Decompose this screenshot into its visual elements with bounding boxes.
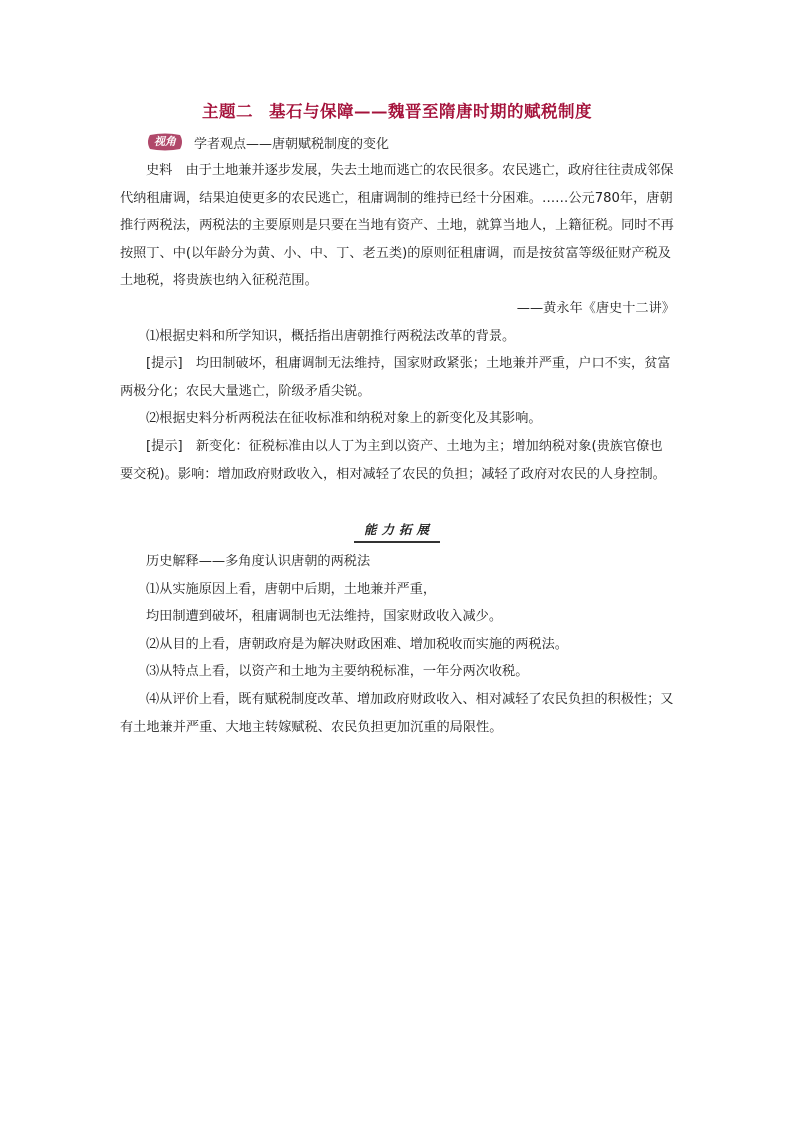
extension-title: 历史解释——多角度认识唐朝的两税法	[146, 554, 371, 569]
list-item: ⑷从评价上看，既有赋税制度改革、增加政府财政收入、相对减轻了农民负担的积极性；又有土地兼并严重、大地主转嫁赋税、农民负担更加沉重的局限性。	[120, 691, 674, 735]
section-heading	[0, 519, 794, 543]
perspective-label: 学者观点——唐朝赋税制度的变化	[194, 136, 390, 152]
perspective-badge	[146, 133, 184, 151]
source-citation: ——黄永年《唐史十二讲》	[516, 300, 675, 316]
badge-label: 视角	[154, 135, 176, 148]
title-subject: 基石与保障——魏晋至隋唐时期的赋税制度	[269, 102, 592, 121]
source-block	[120, 157, 675, 488]
title-topic: 主题二	[202, 102, 253, 121]
section-heading-text: 能力拓展	[354, 520, 440, 543]
page-title	[0, 98, 794, 122]
question-1: ⑴根据史料和所学知识，概括指出唐朝推行两税法改革的背景。	[146, 328, 516, 344]
source-paragraph: 史料 由于土地兼并逐步发展，失去土地而逃亡的农民很多。农民逃亡，政府往往责成邻保代纳租庸调，结果迫使更多的农民逃亡，租庸调制的维持已经十分困难。……公元780年，唐朝推行两税法，两税法的主要原则是只要在当地有资产、土地，就算当地人，上籍征税。同时不再按照丁、中(以年龄分为黄、小、中、丁、老五类)的原则征租庸调，而是按贫富等级征财产税及土地税，将贵族也纳入征税范围。	[120, 163, 674, 289]
question-2: ⑵根据史料分析两税法在征收标准和纳税对象上的新变化及其影响。	[146, 411, 542, 427]
answer-1: [提示] 均田制破坏，租庸调制无法维持，国家财政紧张；土地兼并严重，户口不实，贫富两极分化；农民大量逃亡，阶级矛盾尖锐。	[120, 356, 671, 399]
extension-block	[120, 548, 675, 741]
list-item: 均田制遭到破坏，租庸调制也无法维持，国家财政收入减少。	[146, 609, 503, 625]
answer-2: [提示] 新变化：征税标准由以人丁为主到以资产、土地为主；增加纳税对象(贵族官僚也要交税)。影响：增加政府财政收入，相对减轻了农民的负担；减轻了政府对农民的人身控制。	[120, 438, 666, 482]
list-item: ⑵从目的上看，唐朝政府是为解决财政困难、增加税收而实施的两税法。	[146, 636, 568, 652]
list-item: ⑴从实施原因上看，唐朝中后期，土地兼并严重，	[146, 581, 437, 597]
list-item: ⑶从特点上看，以资产和土地为主要纳税标准，一年分两次收税。	[146, 664, 529, 680]
perspective-row	[146, 131, 389, 153]
